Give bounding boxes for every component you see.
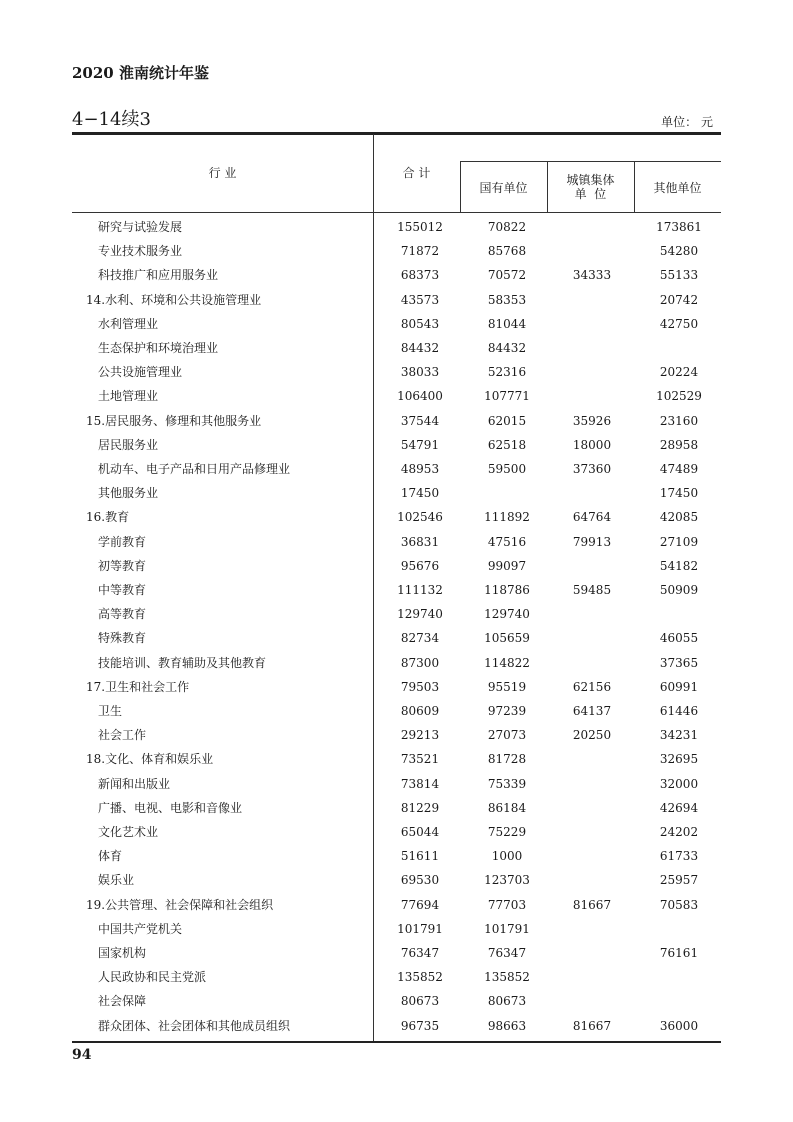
row-total-value: 38033 xyxy=(400,365,440,380)
row-state-owned-value: 75339 xyxy=(487,776,527,791)
table-row xyxy=(72,873,721,897)
row-industry-name: 特殊教育 xyxy=(98,631,147,646)
row-state-owned-value: 47516 xyxy=(487,534,527,549)
row-other-value: 54280 xyxy=(659,244,699,259)
row-other-value: 24202 xyxy=(659,825,699,839)
row-total-value: 101791 xyxy=(397,921,443,936)
table-bottom-rule xyxy=(72,1041,721,1043)
table-row xyxy=(72,1019,721,1043)
row-total-value: 79503 xyxy=(400,679,440,694)
row-industry-name: 技能培训、教育辅助及其他教育 xyxy=(98,655,267,670)
table-row xyxy=(72,220,721,244)
row-industry-name: 中国共产党机关 xyxy=(98,921,183,936)
row-state-owned-value: 97239 xyxy=(487,704,527,718)
row-state-owned-value: 101791 xyxy=(484,921,530,936)
row-total-value: 54791 xyxy=(400,437,440,452)
row-total-value: 71872 xyxy=(400,244,440,259)
row-state-owned-value: 70822 xyxy=(487,220,527,234)
row-other-value: 55133 xyxy=(659,268,699,283)
row-total-value: 65044 xyxy=(400,825,440,839)
row-other-value: 25957 xyxy=(659,873,699,888)
row-total-value: 95676 xyxy=(400,558,440,573)
row-urban-collective-value: 35926 xyxy=(572,413,612,428)
table-row xyxy=(72,849,721,873)
row-other-value: 46055 xyxy=(659,631,699,646)
table-code: 4−14续3 xyxy=(72,109,151,130)
row-industry-name: 其他服务业 xyxy=(98,486,159,501)
row-other-value: 36000 xyxy=(659,1018,699,1033)
row-industry-name: 初等教育 xyxy=(98,558,147,573)
table-row xyxy=(72,365,721,389)
row-total-value: 111132 xyxy=(397,583,443,597)
header-bottom-rule xyxy=(72,212,721,213)
table-row xyxy=(72,317,721,341)
table-row xyxy=(72,462,721,486)
row-urban-collective-value: 20250 xyxy=(572,728,612,743)
table-row xyxy=(72,244,721,268)
row-total-value: 43573 xyxy=(400,292,440,307)
row-industry-name: 社会保障 xyxy=(98,994,147,1009)
row-total-value: 81229 xyxy=(400,800,440,815)
row-total-value: 80543 xyxy=(400,316,440,331)
table-row xyxy=(72,510,721,534)
row-other-value: 37365 xyxy=(659,655,699,670)
row-total-value: 69530 xyxy=(400,873,440,888)
row-industry-name: 学前教育 xyxy=(98,534,147,549)
book-title: 2020 淮南统计年鉴 xyxy=(72,64,209,82)
table-row xyxy=(72,898,721,922)
row-total-value: 102546 xyxy=(397,510,443,525)
row-industry-name: 国家机构 xyxy=(98,946,147,960)
row-industry-name: 文化艺术业 xyxy=(98,825,159,839)
row-industry-name: 公共设施管理业 xyxy=(98,365,183,380)
row-total-value: 29213 xyxy=(400,728,440,743)
table-row xyxy=(72,680,721,704)
column-header-total: 合 计 xyxy=(402,166,431,180)
table-row xyxy=(72,631,721,655)
row-total-value: 106400 xyxy=(397,389,443,404)
row-total-value: 68373 xyxy=(400,268,440,283)
column-header-urban-collective: 城镇集体 单 位 xyxy=(566,173,615,201)
row-total-value: 84432 xyxy=(400,341,440,355)
row-industry-name: 新闻和出版业 xyxy=(98,776,171,791)
table-row xyxy=(72,583,721,607)
row-other-value: 20742 xyxy=(659,292,699,307)
row-total-value: 80609 xyxy=(400,704,440,718)
row-urban-collective-value: 59485 xyxy=(572,583,612,597)
row-other-value: 23160 xyxy=(659,413,699,428)
row-other-value: 20224 xyxy=(659,365,699,380)
row-other-value: 27109 xyxy=(659,534,699,549)
row-state-owned-value: 95519 xyxy=(487,679,527,694)
row-industry-name: 生态保护和环境治理业 xyxy=(98,341,219,355)
row-state-owned-value: 75229 xyxy=(487,825,527,839)
table-row xyxy=(72,293,721,317)
row-total-value: 82734 xyxy=(400,631,440,646)
row-total-value: 87300 xyxy=(400,655,440,670)
row-other-value: 173861 xyxy=(656,220,702,234)
row-total-value: 73814 xyxy=(400,776,440,791)
row-industry-name: 专业技术服务业 xyxy=(98,244,183,259)
table-row xyxy=(72,946,721,970)
row-state-owned-value: 123703 xyxy=(484,873,530,888)
row-industry-name: 社会工作 xyxy=(98,728,147,743)
row-total-value: 17450 xyxy=(400,486,440,501)
row-state-owned-value: 98663 xyxy=(487,1018,527,1033)
row-state-owned-value: 99097 xyxy=(487,558,527,573)
page-number: 94 xyxy=(72,1047,92,1063)
row-industry-name: 16.教育 xyxy=(86,510,130,525)
row-industry-name: 科技推广和应用服务业 xyxy=(98,268,219,283)
table-row xyxy=(72,970,721,994)
row-industry-name: 广播、电视、电影和音像业 xyxy=(98,800,243,815)
row-industry-name: 卫生 xyxy=(98,704,123,718)
row-urban-collective-value: 64764 xyxy=(572,510,612,525)
row-other-value: 50909 xyxy=(659,583,699,597)
row-industry-name: 19.公共管理、社会保障和社会组织 xyxy=(86,897,274,912)
row-state-owned-value: 62015 xyxy=(487,413,527,428)
row-total-value: 80673 xyxy=(400,994,440,1009)
column-header-other: 其他单位 xyxy=(653,181,702,195)
row-state-owned-value: 135852 xyxy=(484,970,530,985)
row-other-value: 28958 xyxy=(659,437,699,452)
column-header-industry: 行 业 xyxy=(208,166,237,180)
row-state-owned-value: 118786 xyxy=(484,583,530,597)
table-row xyxy=(72,922,721,946)
row-state-owned-value: 80673 xyxy=(487,994,527,1009)
row-urban-collective-value: 64137 xyxy=(572,704,612,718)
row-urban-collective-value: 81667 xyxy=(572,1018,612,1033)
subheader-top-rule xyxy=(460,161,721,162)
unit-label: 单位： 元 xyxy=(661,115,713,129)
table-row xyxy=(72,994,721,1018)
row-industry-name: 群众团体、社会团体和其他成员组织 xyxy=(98,1018,291,1033)
row-industry-name: 高等教育 xyxy=(98,607,147,622)
row-state-owned-value: 52316 xyxy=(487,365,527,380)
row-industry-name: 中等教育 xyxy=(98,583,147,597)
row-industry-name: 水利管理业 xyxy=(98,316,159,331)
row-other-value: 47489 xyxy=(659,462,699,476)
table-row xyxy=(72,777,721,801)
table-row xyxy=(72,825,721,849)
row-state-owned-value: 1000 xyxy=(491,849,523,864)
row-other-value: 61446 xyxy=(659,704,699,718)
row-other-value: 17450 xyxy=(659,486,699,501)
row-urban-collective-value: 62156 xyxy=(572,679,612,694)
column-header-state-owned: 国有单位 xyxy=(479,181,528,195)
table-row xyxy=(72,704,721,728)
row-other-value: 54182 xyxy=(659,558,699,573)
row-total-value: 135852 xyxy=(397,970,443,985)
table-row xyxy=(72,656,721,680)
row-other-value: 42085 xyxy=(659,510,699,525)
row-state-owned-value: 77703 xyxy=(487,897,527,912)
row-state-owned-value: 62518 xyxy=(487,437,527,452)
row-state-owned-value: 84432 xyxy=(487,341,527,355)
row-other-value: 32000 xyxy=(659,776,699,791)
row-total-value: 37544 xyxy=(400,413,440,428)
table-row xyxy=(72,389,721,413)
row-other-value: 60991 xyxy=(659,679,699,694)
table-row xyxy=(72,341,721,365)
row-urban-collective-value: 81667 xyxy=(572,897,612,912)
row-total-value: 96735 xyxy=(400,1018,440,1033)
row-industry-name: 土地管理业 xyxy=(98,389,159,404)
row-other-value: 42694 xyxy=(659,800,699,815)
row-state-owned-value: 81728 xyxy=(487,752,527,767)
row-total-value: 155012 xyxy=(397,220,443,234)
row-state-owned-value: 129740 xyxy=(484,607,530,622)
table-row xyxy=(72,728,721,752)
table-top-rule xyxy=(72,132,721,135)
table-row xyxy=(72,414,721,438)
row-total-value: 77694 xyxy=(400,897,440,912)
row-other-value: 76161 xyxy=(659,946,699,960)
row-industry-name: 机动车、电子产品和日用产品修理业 xyxy=(98,462,291,476)
row-state-owned-value: 58353 xyxy=(487,292,527,307)
row-state-owned-value: 107771 xyxy=(484,389,530,404)
row-total-value: 48953 xyxy=(400,462,440,476)
row-industry-name: 18.文化、体育和娱乐业 xyxy=(86,752,214,767)
row-total-value: 73521 xyxy=(400,752,440,767)
row-urban-collective-value: 18000 xyxy=(572,437,612,452)
row-other-value: 102529 xyxy=(656,389,702,404)
table-row xyxy=(72,486,721,510)
row-industry-name: 17.卫生和社会工作 xyxy=(86,679,190,694)
row-state-owned-value: 105659 xyxy=(484,631,530,646)
row-total-value: 51611 xyxy=(400,849,440,864)
row-industry-name: 娱乐业 xyxy=(98,873,135,888)
row-industry-name: 居民服务业 xyxy=(98,437,159,452)
table-row xyxy=(72,559,721,583)
row-other-value: 70583 xyxy=(659,897,699,912)
row-urban-collective-value: 37360 xyxy=(572,462,612,476)
row-state-owned-value: 70572 xyxy=(487,268,527,283)
row-other-value: 32695 xyxy=(659,752,699,767)
row-industry-name: 研究与试验发展 xyxy=(98,220,183,234)
table-row xyxy=(72,268,721,292)
row-state-owned-value: 114822 xyxy=(484,655,530,670)
row-total-value: 36831 xyxy=(400,534,440,549)
row-industry-name: 15.居民服务、修理和其他服务业 xyxy=(86,413,262,428)
row-total-value: 76347 xyxy=(400,946,440,960)
row-industry-name: 14.水利、环境和公共设施管理业 xyxy=(86,292,262,307)
row-state-owned-value: 111892 xyxy=(484,510,530,525)
table-row xyxy=(72,801,721,825)
table-row xyxy=(72,438,721,462)
table-row xyxy=(72,535,721,559)
row-total-value: 129740 xyxy=(397,607,443,622)
row-state-owned-value: 86184 xyxy=(487,800,527,815)
row-state-owned-value: 27073 xyxy=(487,728,527,743)
row-state-owned-value: 85768 xyxy=(487,244,527,259)
row-state-owned-value: 59500 xyxy=(487,462,527,476)
row-urban-collective-value: 79913 xyxy=(572,534,612,549)
row-state-owned-value: 76347 xyxy=(487,946,527,960)
row-other-value: 34231 xyxy=(659,728,699,743)
row-other-value: 42750 xyxy=(659,316,699,331)
row-other-value: 61733 xyxy=(659,849,699,864)
table-row xyxy=(72,752,721,776)
row-urban-collective-value: 34333 xyxy=(572,268,612,283)
row-state-owned-value: 81044 xyxy=(487,316,527,331)
row-industry-name: 体育 xyxy=(98,849,123,864)
row-industry-name: 人民政协和民主党派 xyxy=(98,970,207,985)
table-row xyxy=(72,607,721,631)
